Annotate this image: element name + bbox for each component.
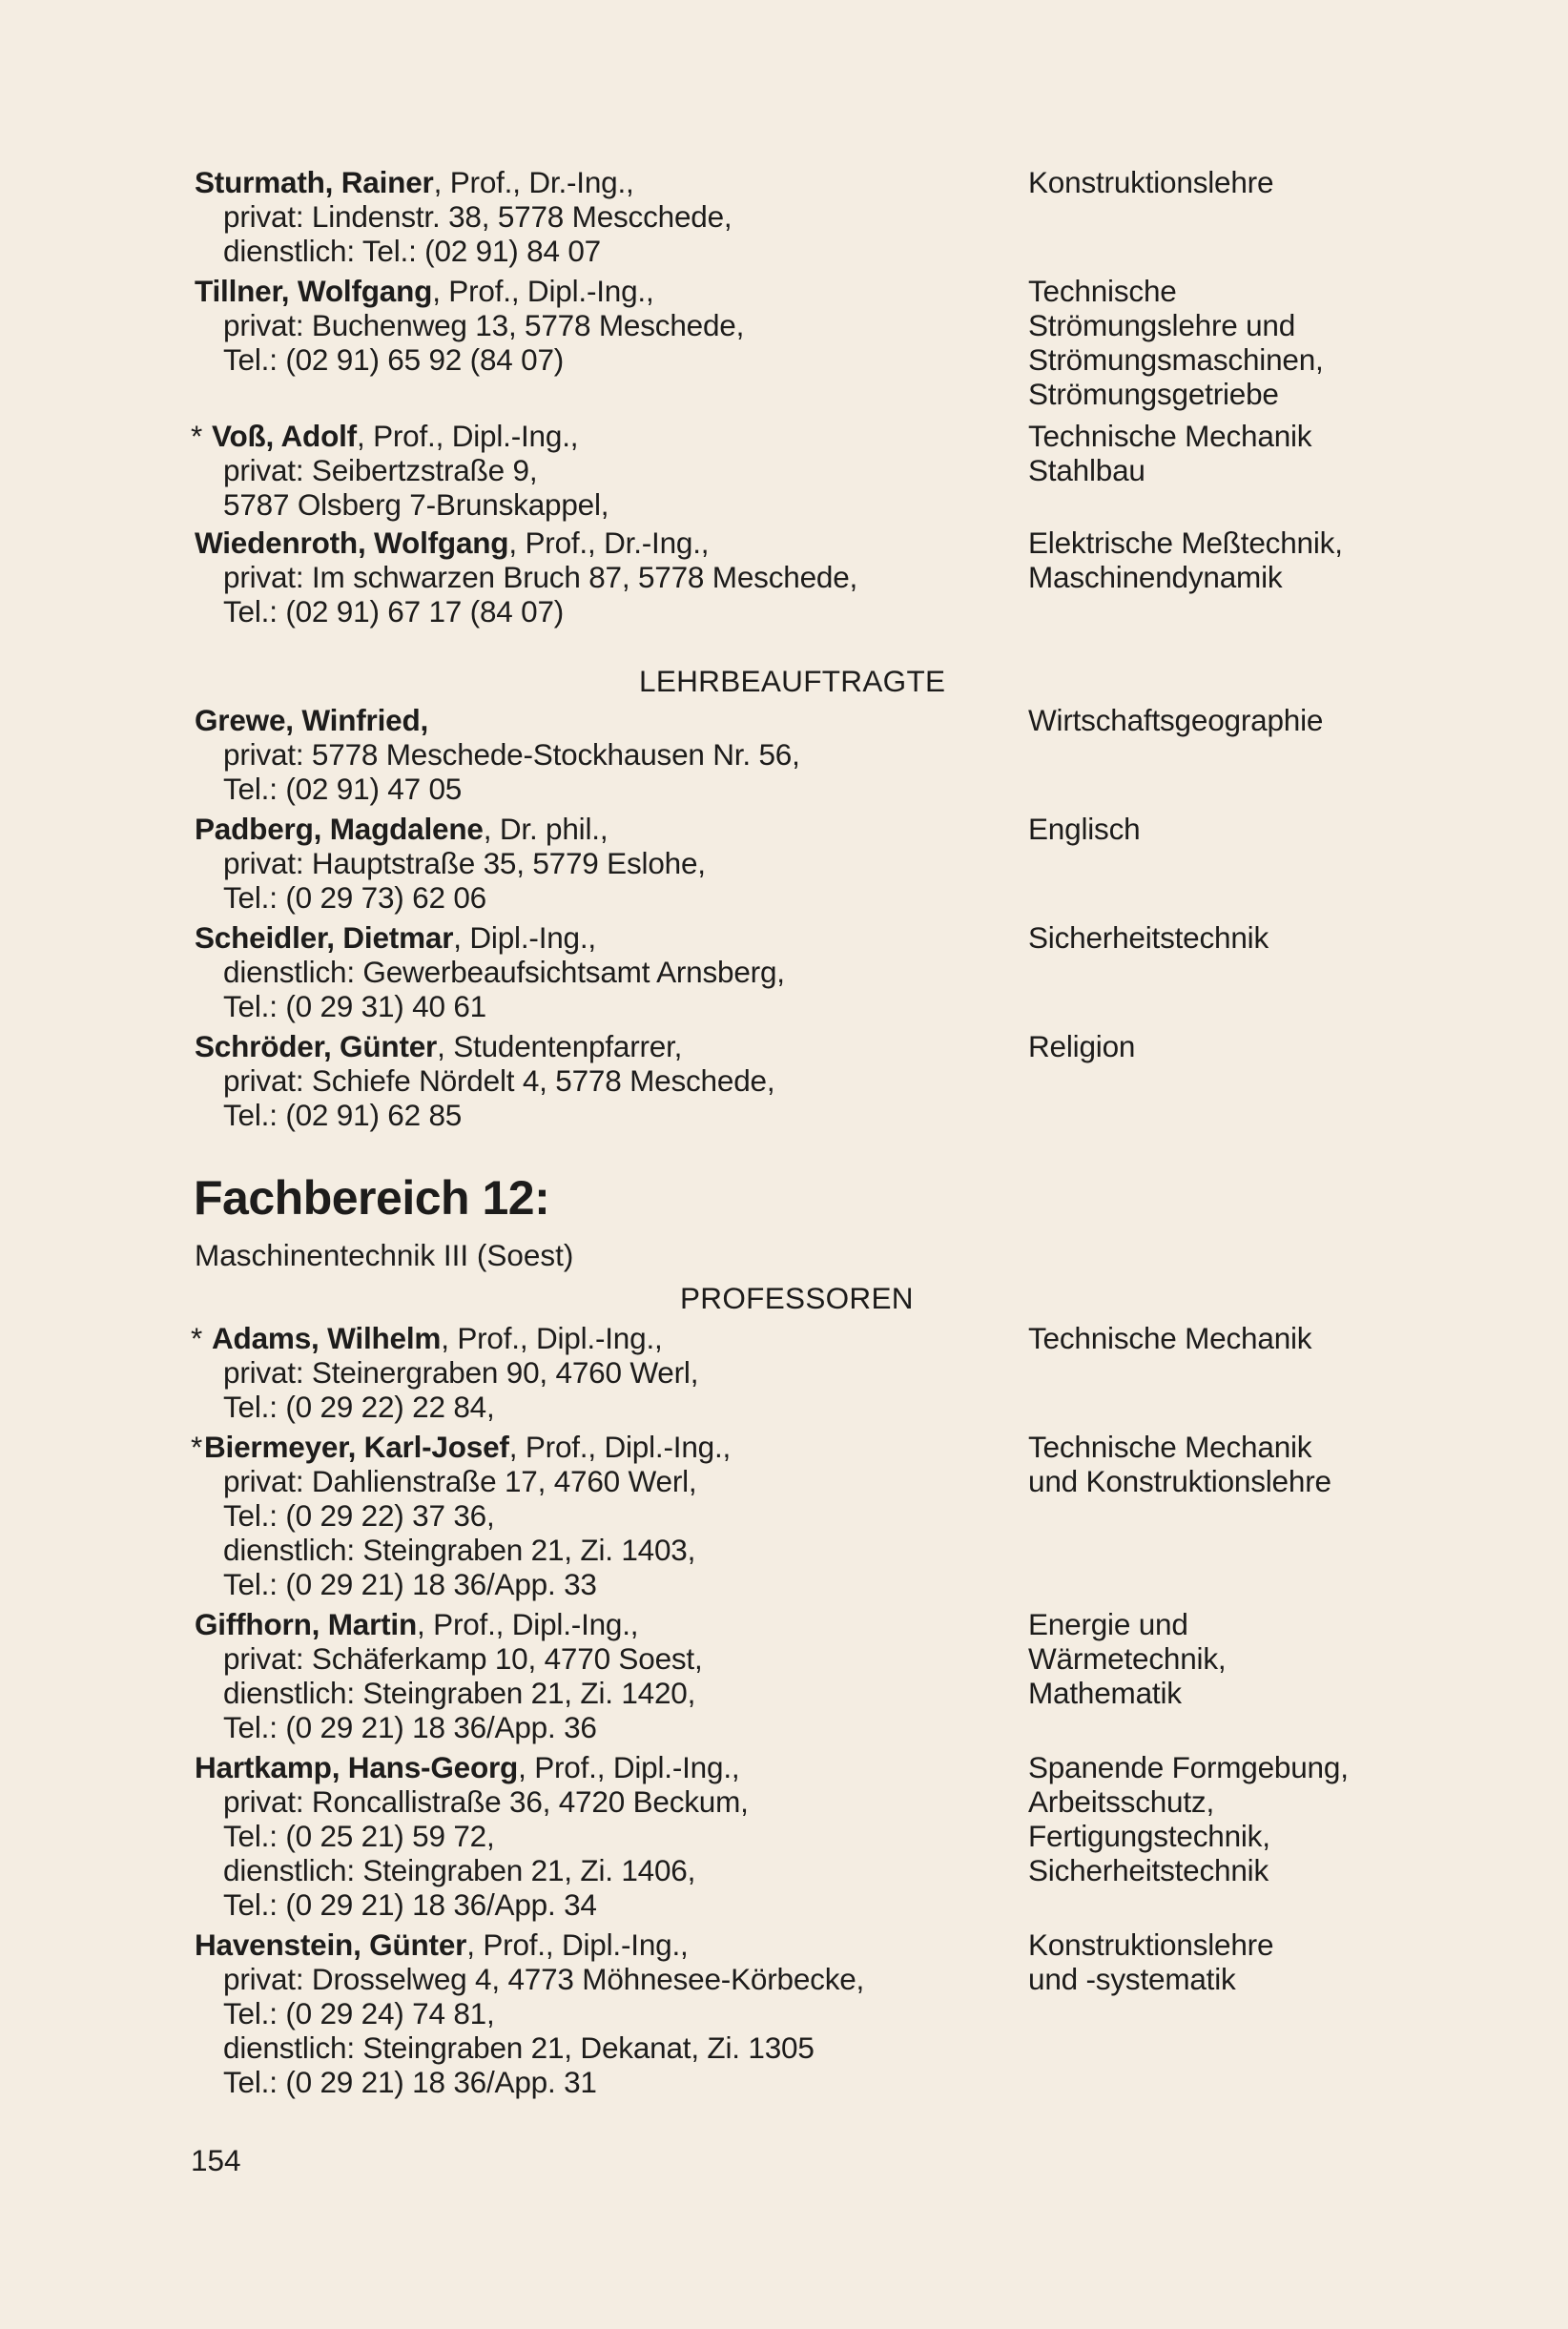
- person-title: , Prof., Dipl.-Ing.,: [466, 1927, 689, 1962]
- address-line: privat: Hauptstraße 35, 5779 Eslohe,: [223, 846, 706, 880]
- subject-area: [1028, 419, 1543, 487]
- subject-area: [1028, 1029, 1543, 1063]
- directory-entry: [195, 274, 1015, 377]
- person-title: , Dipl.-Ing.,: [453, 920, 596, 955]
- subject-area: [1028, 274, 1543, 411]
- person-title: , Prof., Dipl.-Ing.,: [441, 1321, 663, 1355]
- subject-area: [1028, 703, 1543, 737]
- person-name: Hartkamp, Hans-Georg: [195, 1750, 519, 1784]
- address-line: Tel.: (0 29 21) 18 36/App. 33: [223, 1567, 597, 1601]
- address-line: Tel.: (0 29 24) 74 81,: [223, 1996, 495, 2030]
- subject-line: Energie und: [1028, 1607, 1188, 1641]
- directory-entry: [195, 165, 1015, 268]
- person-title: , Prof., Dipl.-Ing.,: [432, 274, 654, 308]
- person-title: , Studentenpfarrer,: [437, 1029, 683, 1063]
- directory-entry: [195, 1029, 1015, 1132]
- subject-line: Strömungsgetriebe: [1028, 377, 1279, 411]
- entry-heading: [195, 1750, 1015, 1784]
- fachbereich-subtitle: Maschinentechnik III (Soest): [195, 1238, 574, 1272]
- address-line: dienstlich: Steingraben 21, Zi. 1403,: [223, 1533, 696, 1567]
- address-line: privat: Buchenweg 13, 5778 Meschede,: [223, 308, 745, 342]
- subject-area: [1028, 1607, 1543, 1710]
- person-name: Wiedenroth, Wolfgang: [195, 526, 509, 560]
- entry-heading: [195, 1927, 1015, 1962]
- section-heading-lehrbeauftragte: LEHRBEAUFTRAGTE: [639, 664, 946, 698]
- subject-line: Technische Mechanik: [1028, 1430, 1312, 1464]
- subject-line: Arbeitsschutz,: [1028, 1784, 1215, 1819]
- entry-heading: [195, 274, 1015, 308]
- person-title: , Dr. phil.,: [483, 812, 609, 846]
- subject-line: Konstruktionslehre: [1028, 165, 1274, 199]
- directory-entry: [191, 419, 1015, 522]
- address-line: Tel.: (02 91) 67 17 (84 07): [223, 594, 565, 629]
- address-line: dienstlich: Steingraben 21, Zi. 1420,: [223, 1676, 696, 1710]
- address-line: privat: Schiefe Nördelt 4, 5778 Meschede,: [223, 1063, 775, 1098]
- subject-line: und -systematik: [1028, 1962, 1236, 1996]
- person-name: Scheidler, Dietmar: [195, 920, 454, 955]
- address-line: Tel.: (02 91) 65 92 (84 07): [223, 342, 565, 377]
- directory-entry: [195, 1927, 1015, 2099]
- asterisk-mark: *: [191, 1321, 203, 1355]
- subject-line: Fertigungstechnik,: [1028, 1819, 1270, 1853]
- subject-line: Technische Mechanik: [1028, 1321, 1312, 1355]
- subject-area: [1028, 1321, 1543, 1355]
- subject-line: Sicherheitstechnik: [1028, 920, 1269, 955]
- entry-heading: [195, 703, 1015, 737]
- section-heading-professoren: PROFESSOREN: [680, 1281, 914, 1315]
- address-line: Tel.: (0 29 31) 40 61: [223, 989, 486, 1023]
- address-line: Tel.: (0 29 21) 18 36/App. 34: [223, 1887, 597, 1922]
- entry-heading: [195, 1607, 1015, 1641]
- address-line: privat: Roncallistraße 36, 4720 Beckum,: [223, 1784, 749, 1819]
- subject-area: [1028, 1430, 1543, 1498]
- page-number: 154: [191, 2143, 241, 2177]
- directory-entry: [195, 812, 1015, 915]
- entry-heading: [191, 419, 1015, 453]
- subject-line: Technische Mechanik: [1028, 419, 1312, 453]
- subject-line: Wärmetechnik,: [1028, 1641, 1227, 1676]
- person-title: , Prof., Dr.-Ing.,: [433, 165, 634, 199]
- subject-area: [1028, 1750, 1543, 1887]
- address-line: Tel.: (0 29 22) 22 84,: [223, 1390, 495, 1424]
- subject-line: Technische: [1028, 274, 1177, 308]
- asterisk-mark: *: [191, 1430, 203, 1464]
- address-line: privat: Lindenstr. 38, 5778 Mescchede,: [223, 199, 732, 234]
- subject-area: [1028, 165, 1543, 199]
- subject-area: [1028, 812, 1543, 846]
- address-line: Tel.: (0 29 73) 62 06: [223, 880, 486, 915]
- person-name: Giffhorn, Martin: [195, 1607, 418, 1641]
- address-line: dienstlich: Steingraben 21, Dekanat, Zi. 1305: [223, 2030, 815, 2065]
- directory-entry: [191, 1321, 1015, 1424]
- subject-line: Religion: [1028, 1029, 1136, 1063]
- person-name: Sturmath, Rainer: [195, 165, 434, 199]
- person-title: , Prof., Dipl.-Ing.,: [417, 1607, 639, 1641]
- entry-heading: [195, 1029, 1015, 1063]
- subject-area: [1028, 526, 1543, 594]
- address-line: Tel.: (0 29 21) 18 36/App. 36: [223, 1710, 597, 1744]
- directory-entry: [195, 1607, 1015, 1744]
- address-line: privat: Drosselweg 4, 4773 Möhnesee-Körbecke,: [223, 1962, 865, 1996]
- person-name: Padberg, Magdalene: [195, 812, 484, 846]
- address-line: privat: Dahlienstraße 17, 4760 Werl,: [223, 1464, 697, 1498]
- address-line: dienstlich: Gewerbeaufsichtsamt Arnsberg,: [223, 955, 785, 989]
- person-name: Tillner, Wolfgang: [195, 274, 433, 308]
- directory-entry: [195, 1750, 1015, 1922]
- subject-line: Sicherheitstechnik: [1028, 1853, 1269, 1887]
- subject-line: Strömungsmaschinen,: [1028, 342, 1324, 377]
- address-line: 5787 Olsberg 7-Brunskappel,: [223, 487, 609, 522]
- person-name: Schröder, Günter: [195, 1029, 438, 1063]
- subject-line: Wirtschaftsgeographie: [1028, 703, 1324, 737]
- person-name: Havenstein, Günter: [195, 1927, 467, 1962]
- address-line: privat: Im schwarzen Bruch 87, 5778 Meschede,: [223, 560, 858, 594]
- subject-line: Spanende Formgebung,: [1028, 1750, 1349, 1784]
- address-line: dienstlich: Steingraben 21, Zi. 1406,: [223, 1853, 696, 1887]
- person-title: , Prof., Dipl.-Ing.,: [356, 419, 579, 453]
- entry-heading: [191, 1430, 1015, 1464]
- address-line: privat: 5778 Meschede-Stockhausen Nr. 56,: [223, 737, 800, 772]
- address-line: privat: Schäferkamp 10, 4770 Soest,: [223, 1641, 703, 1676]
- person-name: Grewe, Winfried,: [195, 703, 429, 737]
- directory-entry: [191, 1430, 1015, 1601]
- address-line: dienstlich: Tel.: (02 91) 84 07: [223, 234, 601, 268]
- entry-heading: [195, 812, 1015, 846]
- address-line: Tel.: (02 91) 47 05: [223, 772, 463, 806]
- directory-entry: [195, 703, 1015, 806]
- address-line: Tel.: (0 25 21) 59 72,: [223, 1819, 495, 1853]
- subject-line: Mathematik: [1028, 1676, 1182, 1710]
- subject-area: [1028, 1927, 1543, 1996]
- person-title: , Prof., Dr.-Ing.,: [508, 526, 710, 560]
- fachbereich-title: Fachbereich 12:: [194, 1171, 550, 1225]
- person-title: , Prof., Dipl.-Ing.,: [518, 1750, 740, 1784]
- subject-line: Maschinendynamik: [1028, 560, 1283, 594]
- entry-heading: [191, 1321, 1015, 1355]
- subject-area: [1028, 920, 1543, 955]
- address-line: privat: Steinergraben 90, 4760 Werl,: [223, 1355, 699, 1390]
- subject-line: Stahlbau: [1028, 453, 1145, 487]
- person-name: Voß, Adolf: [212, 419, 357, 453]
- entry-heading: [195, 526, 1015, 560]
- address-line: privat: Seibertzstraße 9,: [223, 453, 538, 487]
- subject-line: Strömungslehre und: [1028, 308, 1296, 342]
- subject-line: und Konstruktionslehre: [1028, 1464, 1331, 1498]
- address-line: Tel.: (02 91) 62 85: [223, 1098, 463, 1132]
- asterisk-mark: *: [191, 419, 203, 453]
- directory-entry: [195, 526, 1015, 629]
- directory-entry: [195, 920, 1015, 1023]
- address-line: Tel.: (0 29 22) 37 36,: [223, 1498, 495, 1533]
- subject-line: Elektrische Meßtechnik,: [1028, 526, 1343, 560]
- entry-heading: [195, 165, 1015, 199]
- entry-heading: [195, 920, 1015, 955]
- person-name: Adams, Wilhelm: [212, 1321, 442, 1355]
- subject-line: Konstruktionslehre: [1028, 1927, 1274, 1962]
- person-name: Biermeyer, Karl-Josef: [204, 1430, 509, 1464]
- person-title: , Prof., Dipl.-Ing.,: [508, 1430, 732, 1464]
- address-line: Tel.: (0 29 21) 18 36/App. 31: [223, 2065, 597, 2099]
- subject-line: Englisch: [1028, 812, 1141, 846]
